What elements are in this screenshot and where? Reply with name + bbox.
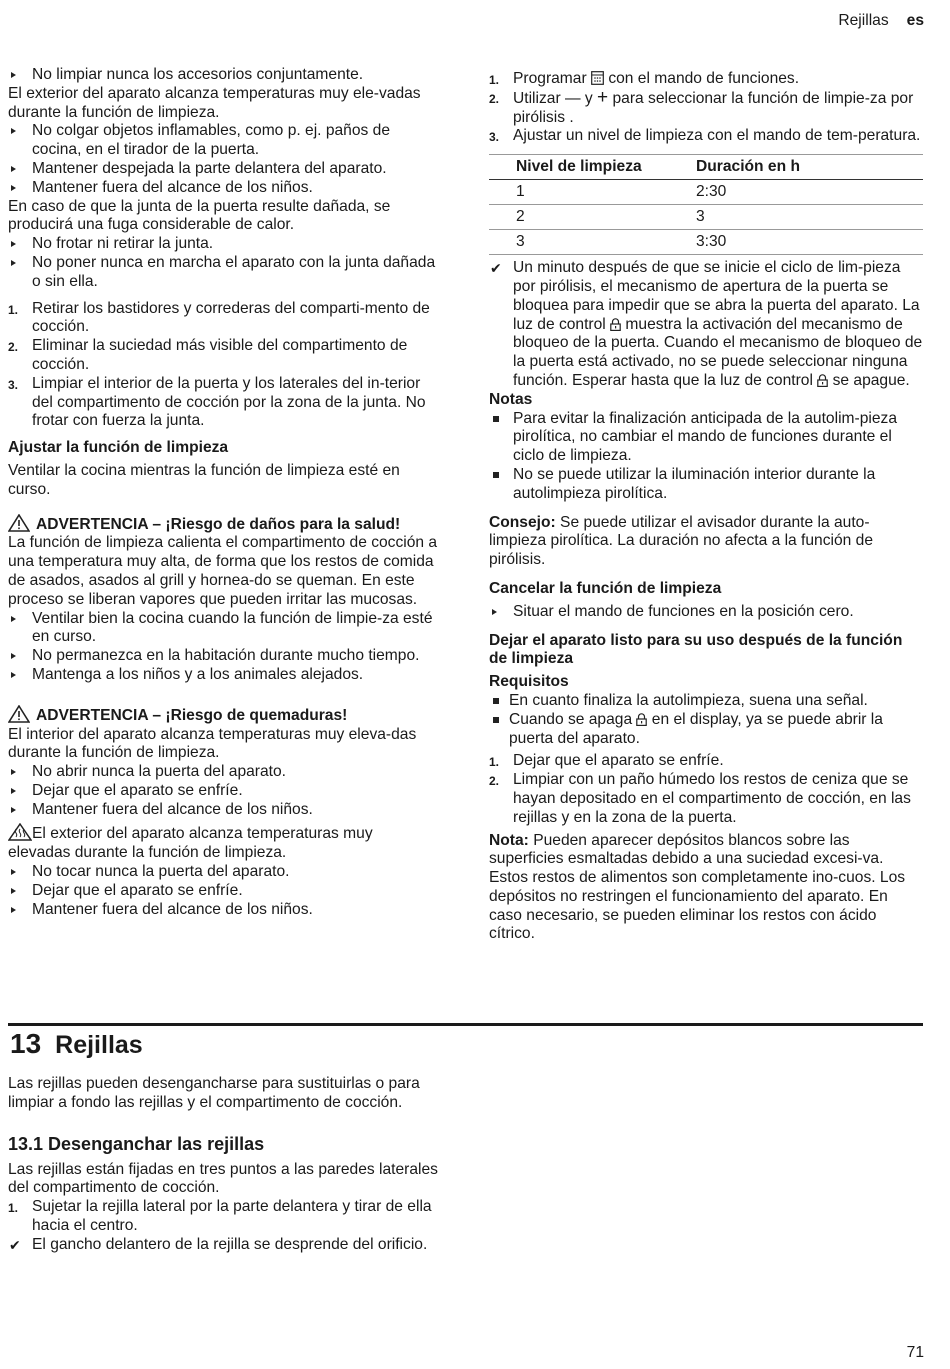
list-item: Mantener fuera del alcance de los niños. [8, 901, 438, 920]
list-item: No frotar ni retirar la junta. [8, 235, 438, 254]
step-item: 1. Programar con el mando de funciones. [489, 70, 800, 87]
warning-heading: ADVERTENCIA – ¡Riesgo de daños para la salud! [8, 514, 438, 535]
list-item: No tocar nunca la puerta del aparato. [8, 863, 438, 882]
requirements-list [489, 692, 923, 748]
list-item: En cuanto finaliza la autolimpieza, suena una señal. [489, 692, 923, 711]
result-item: ✔ Un minuto después de que se inicie el ciclo de lim-pieza por pirólisis, el mecanismo de apertura de la puerta se bloquea para impedir que se abra la puerta del aparato. La luz de control muestra la activación del mecanismo de bloqueo de la puerta. Cuando el mecanismo de bloqueo de la puerta está activado, no se puede seleccionar ninguna función. Esperar hasta que la luz de control se apague. [490, 259, 923, 389]
lock-icon [610, 318, 621, 331]
header-language: es [906, 12, 924, 29]
left-column [8, 66, 438, 919]
result-list [489, 259, 923, 391]
step-list [8, 300, 438, 432]
bullet-list [8, 863, 438, 919]
step-list [489, 752, 923, 827]
requirements-title: Requisitos [489, 673, 569, 691]
list-item: No permanezca en la habitación durante mucho tiempo. [8, 647, 438, 666]
bullet-list [489, 603, 923, 622]
warning-icon [8, 514, 30, 532]
table-header: Duración en h [696, 155, 923, 180]
list-item: Para evitar la finalización anticipada de la autolim-pieza pirolítica, no cambiar el mando de funciones durante el ciclo de limpieza. [489, 410, 923, 466]
lock-icon [636, 713, 647, 726]
cleaning-level-table [489, 154, 923, 255]
list-item: No colgar objetos inflamables, como p. ej. paños de cocina, en el tirador de la puerta. [8, 122, 438, 160]
list-item: Mantener fuera del alcance de los niños. [8, 801, 438, 820]
bullet-list [8, 66, 438, 85]
subsection-heading: 13.1 Desenganchar las rejillas [8, 1133, 265, 1154]
list-item: Mantenga a los niños y a los animales alejados. [8, 666, 438, 685]
paragraph: Ventilar la cocina mientras la función de limpieza esté en curso. [8, 461, 400, 498]
list-item: Situar el mando de funciones en la posición cero. [489, 603, 923, 622]
table-header: Nivel de limpieza [489, 155, 696, 180]
lock-icon [817, 374, 828, 387]
paragraph: En caso de que la junta de la puerta resulte dañada, se producirá una fuga considerable de calor. [8, 197, 391, 234]
list-item: No limpiar nunca los accesorios conjuntamente. [8, 66, 438, 85]
table-row: 2 3 [489, 205, 923, 230]
running-header [838, 12, 924, 31]
list-item: No poner nunca en marcha el aparato con la junta dañada o sin ella. [8, 254, 438, 292]
notes-title: Notas [489, 390, 533, 408]
paragraph: La función de limpieza calienta el compartimento de cocción a una temperatura muy alta, de forma que los restos de comida de asados, asados al grill y hornea-do se queman. En este proceso se liberan vapores que pueden irritar las mucosas. [8, 534, 438, 608]
step-item: 1. Sujetar la rejilla lateral por la parte delantera y tirar de ella hacia el centro. [8, 1198, 432, 1234]
paragraph: El exterior del aparato alcanza temperaturas muy ele-vadas durante la función de limpieza. [8, 84, 421, 121]
note-paragraph: Nota: Pueden aparecer depósitos blancos sobre las superficies esmaltadas debido a una suciedad excesi-va. Estos restos de alimentos son completamente ino-cuos. Los depósitos no restringen el funcionamiento del aparato. En caso necesario, se pueden eliminar los restos con ácido cítrico. [489, 831, 906, 943]
bullet-list [8, 763, 438, 819]
header-section: Rejillas [838, 12, 889, 29]
step-item: 2. Utilizar — y + para seleccionar la función de limpie-za por pirólisis . [489, 86, 914, 126]
minus-icon: — [564, 89, 581, 107]
bullet-list [8, 610, 438, 685]
right-column [489, 70, 923, 944]
section-heading: Dejar el aparato listo para su uso después de la función de limpieza [489, 631, 903, 668]
chapter-title: 13 Rejillas [10, 1028, 143, 1059]
warning-icon [8, 705, 30, 723]
table-row: 3 3:30 [489, 230, 923, 255]
tip-paragraph: Consejo: Se puede utilizar el avisador durante la auto-limpieza pirolítica. La duración no afecta a la función de pirólisis. [489, 513, 874, 569]
hot-surface-warning-icon [8, 823, 32, 841]
list-item: Dejar que el aparato se enfríe. [8, 882, 438, 901]
result-list [8, 1236, 438, 1255]
check-icon: ✔ [9, 1236, 21, 1253]
step-item: 3. Ajustar un nivel de limpieza con el mando de tem-peratura. [489, 127, 921, 145]
table-row: 1 2:30 [489, 180, 923, 205]
plus-icon: + [597, 86, 609, 108]
pyrolysis-icon [591, 71, 604, 85]
list-item: Mantener fuera del alcance de los niños. [8, 179, 438, 198]
step-item: 2. Eliminar la suciedad más visible del compartimento de cocción. [8, 337, 408, 373]
step-item: 1. Retirar los bastidores y correderas del comparti-mento de cocción. [8, 299, 430, 336]
step-list [489, 70, 923, 146]
list-item: Dejar que el aparato se enfríe. [8, 782, 438, 801]
paragraph: Las rejillas pueden desengancharse para sustituirlas o para limpiar a fondo las rejillas y el compartimento de cocción. [8, 1075, 420, 1111]
chapter-body [8, 1075, 438, 1255]
list-item: No abrir nunca la puerta del aparato. [8, 763, 438, 782]
paragraph: El interior del aparato alcanza temperaturas muy eleva-das durante la función de limpieza. [8, 725, 417, 762]
list-item: Ventilar bien la cocina cuando la función de limpie-za esté en curso. [8, 610, 438, 648]
section-heading: Ajustar la función de limpieza [8, 439, 229, 457]
check-icon: ✔ [490, 260, 502, 277]
step-item: 2. Limpiar con un paño húmedo los restos de ceniza que se hayan depositado en el compartimento de cocción, en las rejillas y en la zona de la puerta. [489, 771, 911, 826]
warning-heading: ADVERTENCIA – ¡Riesgo de quemaduras! [8, 705, 438, 726]
step-list [8, 1198, 438, 1236]
notes-list [489, 410, 923, 504]
step-item: 1. Dejar que el aparato se enfríe. [489, 752, 724, 770]
list-item: No se puede utilizar la iluminación interior durante la autolimpieza pirolítica. [489, 466, 923, 504]
bullet-list [8, 235, 438, 291]
bullet-list [8, 122, 438, 197]
chapter-divider [8, 1023, 923, 1026]
step-item: 3. Limpiar el interior de la puerta y los laterales del in-terior del compartimento de cocción por la zona de la junta. No frotar con fuerza la junta. [8, 374, 426, 430]
section-heading: Cancelar la función de limpieza [489, 579, 722, 597]
paragraph: Las rejillas están fijadas en tres puntos a las paredes laterales del compartimento de cocción. [8, 1160, 438, 1197]
list-item: Cuando se apaga en el display, ya se puede abrir la puerta del aparato. [489, 711, 923, 749]
paragraph: El exterior del aparato alcanza temperaturas muy elevadas durante la función de limpieza. [8, 825, 373, 862]
page-number: 71 [906, 1344, 924, 1362]
list-item: Mantener despejada la parte delantera del aparato. [8, 160, 438, 179]
result-item: ✔ El gancho delantero de la rejilla se desprende del orificio. [9, 1235, 428, 1253]
